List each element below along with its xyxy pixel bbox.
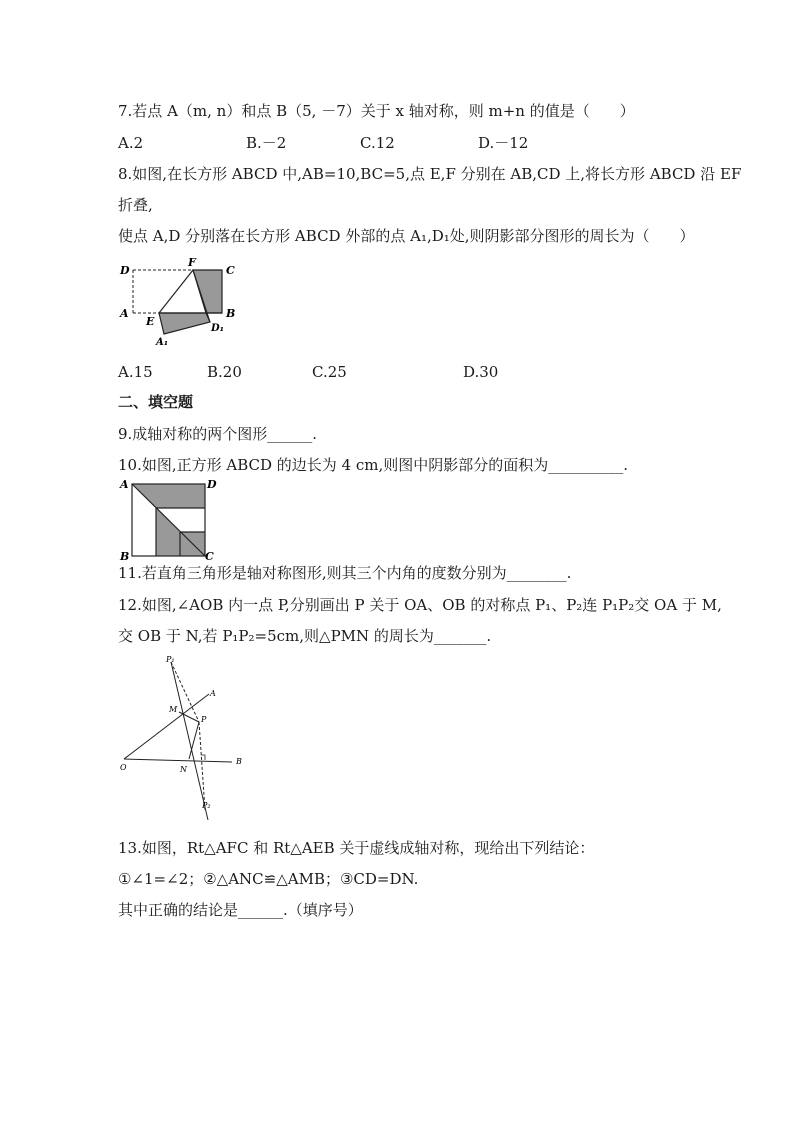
q7-option-a: A.2 xyxy=(118,134,144,152)
q12-stem-line1: 12.如图,∠AOB 内一点 P,分别画出 P 关于 OA、OB 的对称点 P₁、P₂连 P₁P₂交 OA 于 M, xyxy=(118,596,722,614)
q7-option-d: D.－12 xyxy=(478,134,529,152)
q7-stem: 7.若点 A（m, n）和点 B（5, －7）关于 x 轴对称，则 m+n 的值是（ ） xyxy=(118,102,635,120)
q12-label-p: P xyxy=(201,715,207,724)
q12-stem-line2: 交 OB 于 N,若 P₁P₂=5cm,则△PMN 的周长为_______. xyxy=(118,627,492,645)
q8-option-a: A.15 xyxy=(118,363,153,381)
q12-label-p2: P₂ xyxy=(202,801,211,810)
q7-option-c: C.12 xyxy=(360,134,395,152)
q10-label-b: B xyxy=(120,550,130,562)
q12-label-a: A xyxy=(210,689,216,698)
q8-stem-line3: 使点 A,D 分别落在长方形 ABCD 外部的点 A₁,D₁处,则阴影部分图形的周长为（ ） xyxy=(118,227,695,245)
q8-option-c: C.25 xyxy=(312,363,347,381)
q8-stem-line2: 折叠, xyxy=(118,196,153,214)
q13-stem-line1: 13.如图，Rt△AFC 和 Rt△AEB 关于虚线成轴对称，现给出下列结论： xyxy=(118,839,595,857)
q8-label-c: C xyxy=(226,264,235,277)
q10-stem: 10.如图,正方形 ABCD 的边长为 4 cm,则图中阴影部分的面积为__________. xyxy=(118,456,629,474)
q8-label-d1: D₁ xyxy=(211,323,225,334)
q12-figure xyxy=(112,652,252,832)
q11-stem: 11.若直角三角形是轴对称图形,则其三个内角的度数分别为________. xyxy=(118,564,572,582)
q8-option-d: D.30 xyxy=(463,363,499,381)
q12-label-n: N xyxy=(180,765,187,774)
q8-label-b: B xyxy=(226,307,236,320)
q13-stem-line3: 其中正确的结论是______.（填序号） xyxy=(118,901,363,919)
q10-figure xyxy=(114,476,220,562)
q10-label-d: D xyxy=(207,478,217,491)
q9-stem: 9.成轴对称的两个图形______. xyxy=(118,425,318,443)
q8-option-b: B.20 xyxy=(207,363,242,381)
q13-stem-line2: ①∠1=∠2；②△ANC≌△AMB；③CD=DN. xyxy=(118,870,419,888)
q12-label-o: O xyxy=(120,763,127,772)
q8-stem-line1: 8.如图,在长方形 ABCD 中,AB=10,BC=5,点 E,F 分别在 AB,CD 上,将长方形 ABCD 沿 EF xyxy=(118,165,742,183)
q8-figure xyxy=(112,256,252,348)
section-title: 二、填空题 xyxy=(118,393,194,411)
q10-label-c: C xyxy=(205,550,214,562)
q12-label-m: M xyxy=(169,705,178,714)
q8-label-d: D xyxy=(120,264,130,277)
q12-label-b: B xyxy=(236,757,242,766)
q7-option-b: B.－2 xyxy=(246,134,287,152)
q8-label-a: A xyxy=(120,307,129,320)
q10-label-a: A xyxy=(120,478,129,491)
q12-label-p1: P₁ xyxy=(166,655,175,664)
q8-label-f: F xyxy=(188,256,196,269)
q8-label-a1: A₁ xyxy=(156,337,169,348)
q8-label-e: E xyxy=(146,315,155,328)
